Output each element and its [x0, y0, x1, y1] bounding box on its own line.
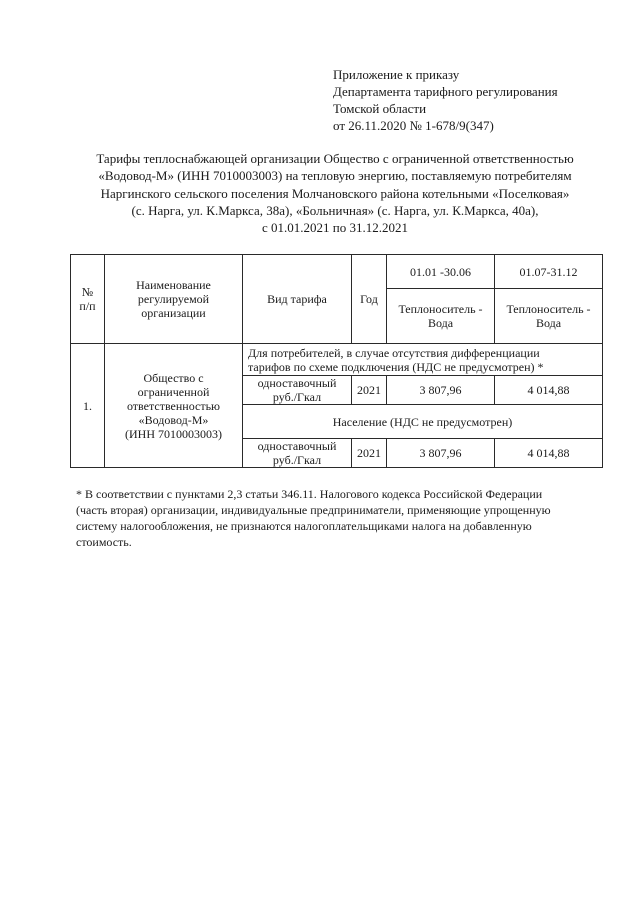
table-header-row — [71, 255, 603, 289]
row-organization: Общество с ограниченной ответственностью «Водовод-М» (ИНН 7010003003) — [105, 344, 243, 468]
footnote-line: систему налогообложения, не признаются налогоплательщиками налога на добавленную — [76, 519, 532, 533]
row-number: 1. — [71, 344, 105, 468]
title-line: Наргинского сельского поселения Молчановского района котельными «Поселковая» — [100, 185, 570, 201]
header-number: № п/п — [71, 255, 105, 344]
tariff-type-cell: одноставочный руб./Гкал — [243, 376, 352, 405]
value-cell: 4 014,88 — [495, 439, 603, 468]
title-line: Тарифы теплоснабжающей организации Общество с ограниченной ответственностью — [96, 151, 574, 166]
footnote-line: стоимость. — [76, 535, 132, 549]
tariff-table — [70, 254, 603, 468]
population-header: Население (НДС не предусмотрен) — [243, 405, 603, 439]
value-cell: 3 807,96 — [387, 376, 495, 405]
header-medium-1: Теплоноситель - Вода — [387, 289, 495, 344]
header-medium-2: Теплоноситель - Вода — [495, 289, 603, 344]
appendix-block — [333, 66, 623, 134]
title-line: «Водовод-М» (ИНН 7010003003) на тепловую энергию, поставляемую потребителям — [98, 168, 572, 184]
table-row — [71, 344, 603, 376]
consumer-note: Для потребителей, в случае отсутствия дифференциации тарифов по схеме подключения (НДС не предусмотрен) * — [243, 344, 603, 376]
header-tariff-type: Вид тарифа — [243, 255, 352, 344]
title-line: с 01.01.2021 по 31.12.2021 — [262, 220, 408, 236]
appendix-line: от 26.11.2020 № 1-678/9(347) — [333, 118, 494, 133]
value-cell: 3 807,96 — [387, 439, 495, 468]
appendix-line: Приложение к приказу — [333, 67, 460, 82]
header-organization: Наименование регулируемой организации — [105, 255, 243, 344]
value-cell: 4 014,88 — [495, 376, 603, 405]
footnote — [76, 486, 606, 550]
header-period-1: 01.01 -30.06 — [387, 255, 495, 289]
footnote-line: * В соответствии с пунктами 2,3 статьи 346.11. Налогового кодекса Российской Федерации — [76, 487, 543, 501]
year-cell: 2021 — [352, 439, 387, 468]
footnote-line: (часть вторая) организации, индивидуальные предприниматели, применяющие упрощенную — [76, 503, 551, 517]
header-year: Год — [352, 255, 387, 344]
header-period-2: 01.07-31.12 — [495, 255, 603, 289]
appendix-line: Департамента тарифного регулирования — [333, 84, 558, 99]
document-title — [60, 150, 610, 236]
tariff-type-cell: одноставочный руб./Гкал — [243, 439, 352, 468]
year-cell: 2021 — [352, 376, 387, 405]
appendix-line: Томской области — [333, 101, 427, 116]
title-line: (с. Нарга, ул. К.Маркса, 38а), «Больничная» (с. Нарга, ул. К.Маркса, 40а), — [131, 202, 539, 218]
